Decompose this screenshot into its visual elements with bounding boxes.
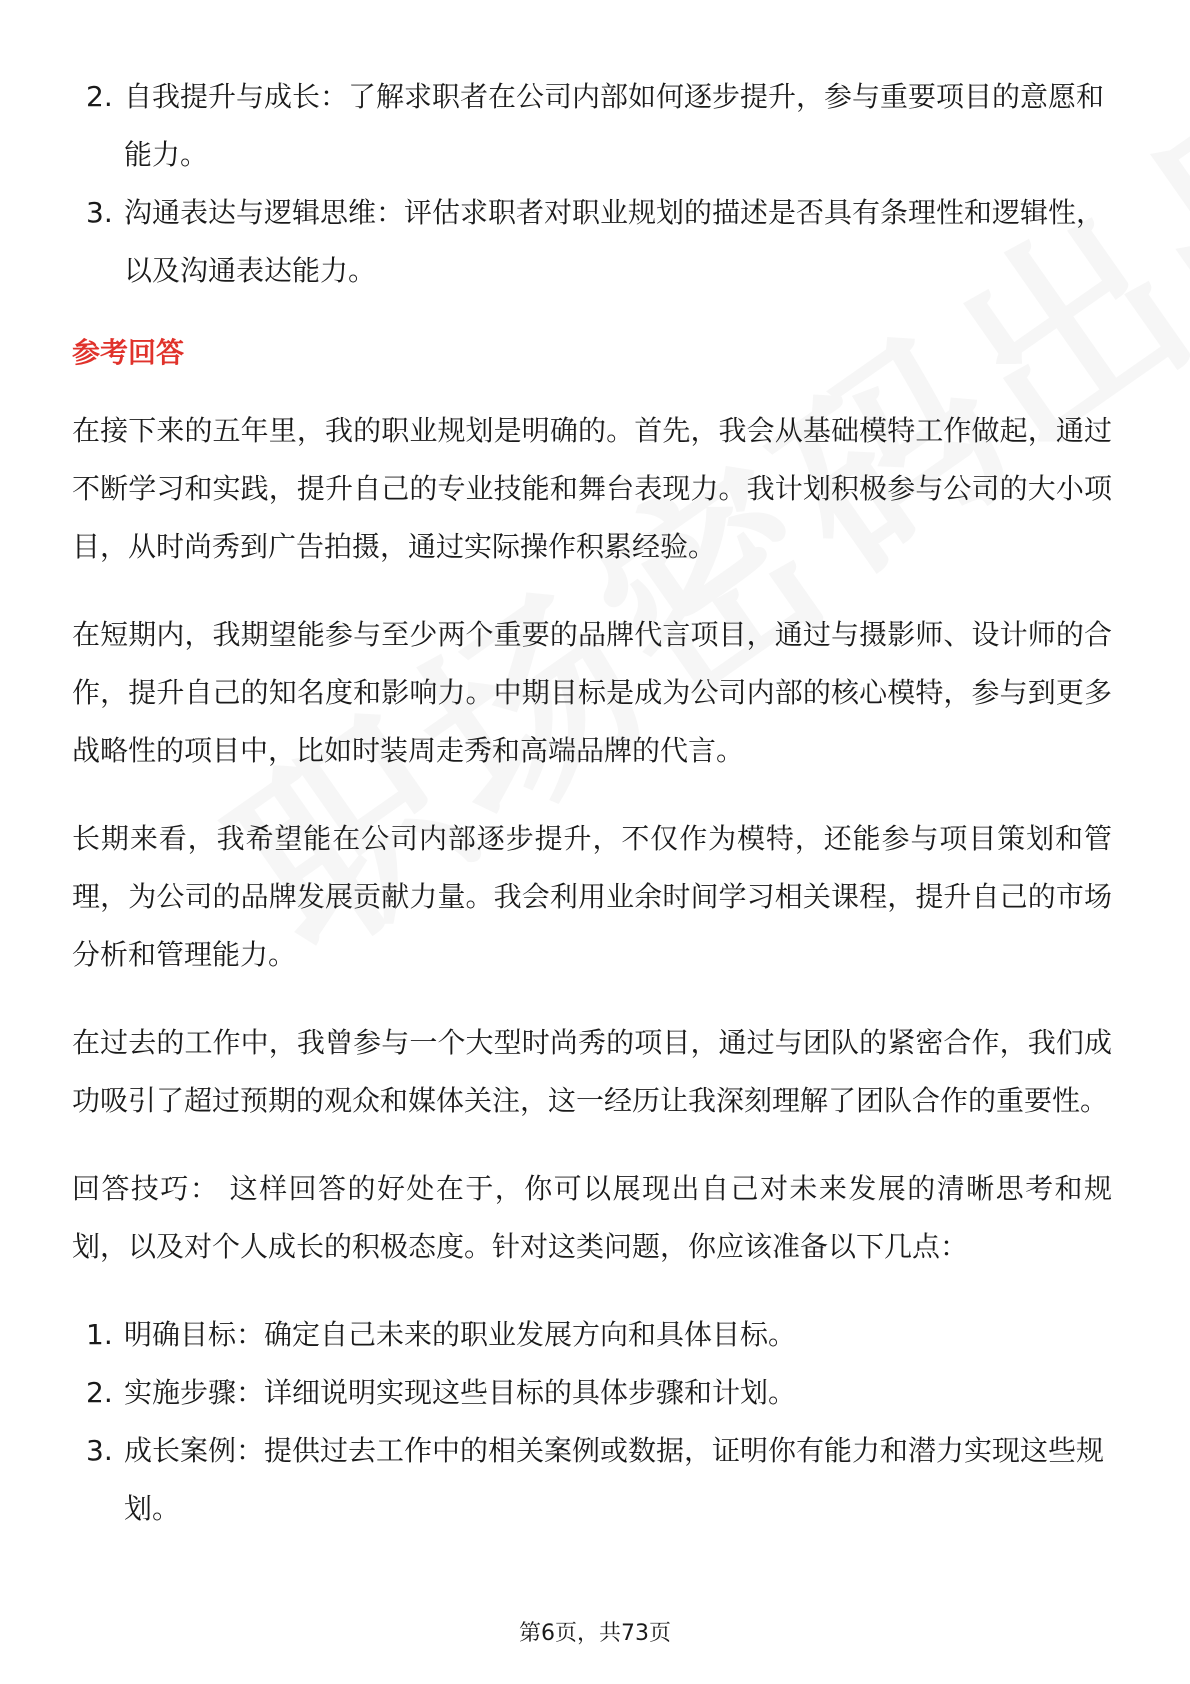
- list-item: [72, 1364, 1112, 1422]
- paragraph: 在短期内，我期望能参与至少两个重要的品牌代言项目，通过与摄影师、设计师的合作，提升自己的知名度和影响力。中期目标是成为公司内部的核心模特，参与到更多战略性的项目中，比如时装周走秀和高端品牌的代言。: [72, 618, 1112, 767]
- paragraph: 在过去的工作中，我曾参与一个大型时尚秀的项目，通过与团队的紧密合作，我们成功吸引了超过预期的观众和媒体关注，这一经历让我深刻理解了团队合作的重要性。: [72, 1026, 1112, 1117]
- list-item: [72, 1422, 1112, 1538]
- list-item-text: 自我提升与成长：了解求职者在公司内部如何逐步提升，参与重要项目的意愿和能力。: [124, 80, 1105, 171]
- list-item-number: 2.: [86, 80, 113, 113]
- section-title: 参考回答: [72, 336, 185, 369]
- evaluation-list: [72, 68, 1112, 300]
- list-item: [72, 68, 1112, 184]
- tips-list: [72, 1306, 1112, 1538]
- list-item-number: 3.: [86, 196, 113, 229]
- answer-tips-paragraph: 回答技巧： 这样回答的好处在于，你可以展现出自己对未来发展的清晰思考和规划，以及对个人成长的积极态度。针对这类问题，你应该准备以下几点：: [72, 1172, 1112, 1263]
- list-item-text: 明确目标：确定自己未来的职业发展方向和具体目标。: [124, 1318, 797, 1351]
- list-item-text: 实施步骤：详细说明实现这些目标的具体步骤和计划。: [124, 1376, 797, 1409]
- paragraph: 在接下来的五年里，我的职业规划是明确的。首先，我会从基础模特工作做起，通过不断学习和实践，提升自己的专业技能和舞台表现力。我计划积极参与公司的大小项目，从时尚秀到广告拍摄，通过实际操作积累经验。: [72, 414, 1112, 563]
- page-footer: 第6页，共73页: [519, 1621, 671, 1646]
- list-item-number: 3.: [86, 1434, 113, 1467]
- list-item: [72, 1306, 1112, 1364]
- list-item-text: 成长案例：提供过去工作中的相关案例或数据，证明你有能力和潜力实现这些规划。: [124, 1434, 1105, 1525]
- list-item-text: 沟通表达与逻辑思维：评估求职者对职业规划的描述是否具有条理性和逻辑性，以及沟通表达能力。: [124, 196, 1105, 287]
- page-content: [72, 68, 1112, 1538]
- paragraph: 长期来看，我希望能在公司内部逐步提升，不仅作为模特，还能参与项目策划和管理，为公司的品牌发展贡献力量。我会利用业余时间学习相关课程，提升自己的市场分析和管理能力。: [72, 822, 1112, 971]
- list-item-number: 2.: [86, 1376, 113, 1409]
- list-item-number: 1.: [86, 1318, 113, 1351]
- list-item: [72, 184, 1112, 300]
